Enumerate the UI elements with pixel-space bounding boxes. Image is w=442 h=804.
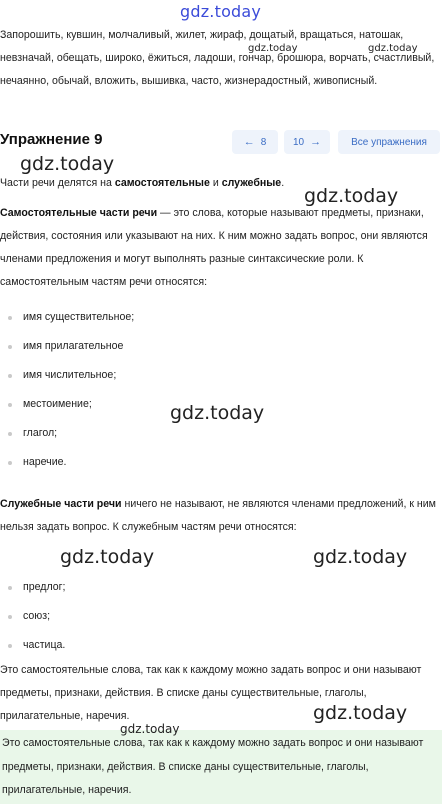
paragraph-service-parts bbox=[0, 493, 440, 539]
paragraph-explanation: Это самостоятельные слова, так как к каждому можно задать вопрос и они называют предметы, признаки, действия. В списке даны существительные, глаголы, прилагательные, наречия. bbox=[0, 664, 422, 722]
bullet-icon bbox=[8, 374, 12, 378]
watermark: gdz.today bbox=[368, 43, 418, 54]
p1-after: . bbox=[281, 177, 285, 189]
intro-text: Запорошить, кувшин, молчаливый, жилет, жираф, дощатый, вращаться, натошак, невзначай, обещать, широко, ёжиться, ладоши, гончар, брошюра, ворчать, счастливый, нечаянно, обычай, вложить, вышивка, часто, жизнерадостный, живописный. bbox=[0, 29, 435, 87]
p3-bold-term: Служебные части речи bbox=[0, 498, 122, 510]
list-item bbox=[0, 631, 65, 660]
bullet-icon bbox=[8, 615, 12, 619]
watermark: gdz.today bbox=[120, 722, 180, 736]
answer-text: Это самостоятельные слова, так как к каждому можно задать вопрос и они называют предметы, признаки, действия. В списке даны существительные, глаголы, прилагательные, наречия. bbox=[2, 737, 424, 796]
p1-bold-service: служебные bbox=[221, 177, 282, 189]
list-item bbox=[0, 361, 134, 390]
list-item bbox=[0, 303, 134, 332]
all-exercises-label: Все упражнения bbox=[351, 136, 427, 148]
arrow-right-icon: → bbox=[310, 136, 322, 148]
list-item-text: имя существительное; bbox=[23, 311, 135, 323]
watermark: gdz.today bbox=[170, 402, 265, 424]
list-item bbox=[0, 602, 65, 631]
list-item bbox=[0, 573, 65, 602]
paragraph-independent-parts bbox=[0, 202, 440, 294]
p3-text: ничего не называют, не являются членами предложений, к ним нельзя задать вопрос. К служебным частям речи относятся: bbox=[0, 498, 436, 533]
arrow-left-icon: ← bbox=[243, 136, 255, 148]
list-item-text: наречие. bbox=[23, 456, 67, 468]
list-item bbox=[0, 448, 134, 477]
bullet-icon bbox=[8, 345, 12, 349]
p1-bold-independent: самостоятельные bbox=[114, 177, 210, 189]
list-item-text: глагол; bbox=[23, 427, 58, 439]
top-watermark: gdz.today bbox=[180, 2, 262, 21]
all-exercises-button[interactable] bbox=[338, 130, 440, 154]
prev-exercise-button[interactable] bbox=[232, 130, 278, 154]
watermark: gdz.today bbox=[313, 702, 408, 724]
p1-middle: и bbox=[209, 177, 222, 189]
list-item-text: союз; bbox=[23, 610, 51, 622]
watermark: gdz.today bbox=[313, 546, 408, 568]
list-item-text: местоимение; bbox=[23, 398, 92, 410]
next-exercise-button[interactable] bbox=[284, 130, 330, 154]
bullet-icon bbox=[8, 461, 12, 465]
p2-text: — это слова, которые называют предметы, признаки, действия, состояния или указывают на них. К ним можно задать вопрос, они являются членами предложения и могут выполнять разные синтаксические роли. К самостоятельным частям речи относятся: bbox=[0, 207, 428, 288]
list-item bbox=[0, 419, 134, 448]
page-title: Упражнение 9 bbox=[0, 131, 103, 148]
independent-parts-list bbox=[0, 303, 134, 477]
p2-bold-term: Самостоятельные части речи bbox=[0, 207, 158, 219]
bullet-icon bbox=[8, 432, 12, 436]
list-item-text: имя прилагательное bbox=[23, 340, 124, 352]
bullet-icon bbox=[8, 644, 12, 648]
bullet-icon bbox=[8, 403, 12, 407]
watermark: gdz.today bbox=[60, 546, 155, 568]
list-item bbox=[0, 332, 134, 361]
watermark: gdz.today bbox=[20, 153, 115, 175]
next-exercise-label: 10 bbox=[292, 136, 305, 148]
watermark: gdz.today bbox=[304, 185, 399, 207]
list-item-text: частица. bbox=[23, 639, 66, 651]
prev-exercise-label: 8 bbox=[260, 136, 267, 148]
bullet-icon bbox=[8, 586, 12, 590]
list-item-text: предлог; bbox=[23, 581, 66, 593]
service-parts-list bbox=[0, 573, 65, 660]
p1-before: Части речи делятся на bbox=[0, 177, 115, 189]
watermark: gdz.today bbox=[248, 43, 298, 54]
list-item-text: имя числительное; bbox=[23, 369, 117, 381]
list-item bbox=[0, 390, 134, 419]
answer-block bbox=[0, 730, 442, 804]
bullet-icon bbox=[8, 316, 12, 320]
